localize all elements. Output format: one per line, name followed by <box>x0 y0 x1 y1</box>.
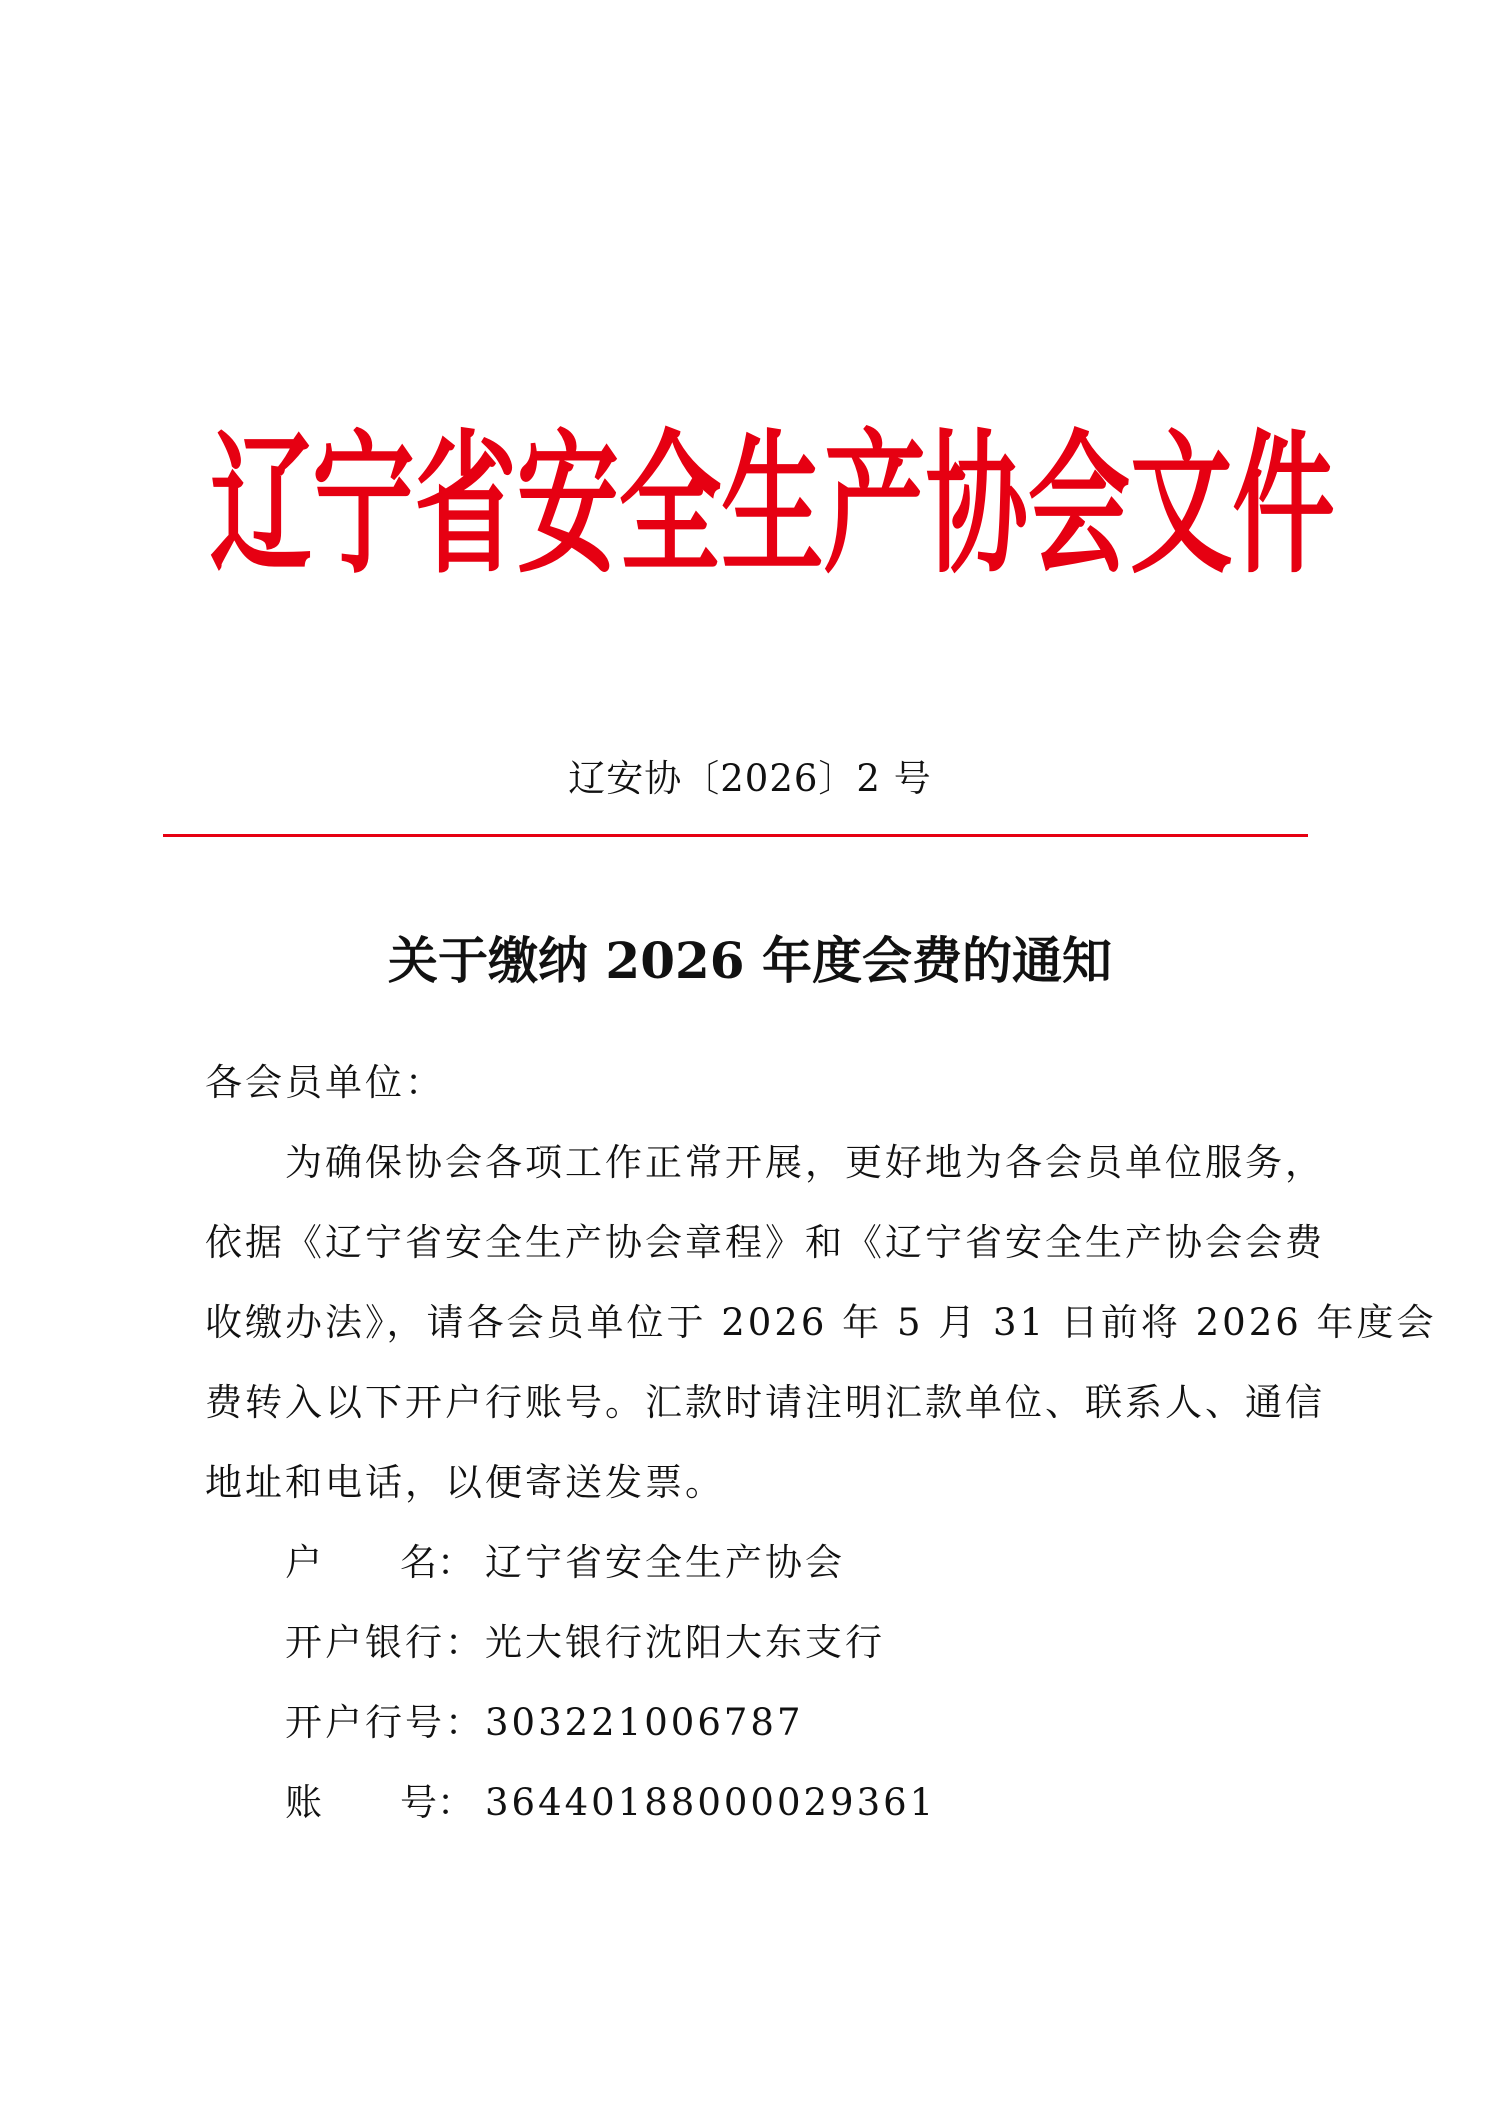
account-number-label-char-1: 账 <box>285 1781 322 1824</box>
org-header-title: 辽宁省安全生产协会文件 <box>210 415 1335 595</box>
account-name-label-char-2: 名： <box>400 1541 474 1584</box>
bank-label: 开户银行： <box>285 1621 485 1664</box>
notice-title: 关于缴纳 2026 年度会费的通知 <box>388 931 1112 990</box>
account-number-label <box>285 1781 485 1825</box>
bank-code-row <box>285 1701 804 1745</box>
account-number-value: 36440188000029361 <box>485 1781 937 1824</box>
account-name-value: 辽宁省安全生产协会 <box>485 1541 845 1584</box>
bank-code-value: 303221006787 <box>485 1701 804 1744</box>
bank-code-label: 开户行号： <box>285 1701 485 1744</box>
paragraph-line-5: 地址和电话，以便寄送发票。 <box>205 1461 725 1504</box>
paragraph-line-3: 收缴办法》，请各会员单位于 2026 年 5 月 31 日前将 2026 年度会 <box>205 1301 1437 1344</box>
paragraph-line-1: 为确保协会各项工作正常开展，更好地为各会员单位服务， <box>285 1141 1325 1184</box>
account-number-row <box>285 1781 936 1825</box>
paragraph-line-2: 依据《辽宁省安全生产协会章程》和《辽宁省安全生产协会会费 <box>205 1221 1325 1264</box>
red-divider-line <box>163 834 1308 837</box>
account-number-label-char-2: 号： <box>400 1781 474 1824</box>
bank-value: 光大银行沈阳大东支行 <box>485 1621 885 1664</box>
account-name-row <box>285 1541 845 1585</box>
account-name-label <box>285 1541 485 1585</box>
paragraph-line-4: 费转入以下开户行账号。汇款时请注明汇款单位、联系人、通信 <box>205 1381 1325 1424</box>
bank-row <box>285 1621 885 1665</box>
salutation: 各会员单位： <box>205 1061 445 1104</box>
account-name-label-char-1: 户 <box>285 1541 322 1584</box>
document-number: 辽安协〔2026〕2 号 <box>568 757 932 800</box>
